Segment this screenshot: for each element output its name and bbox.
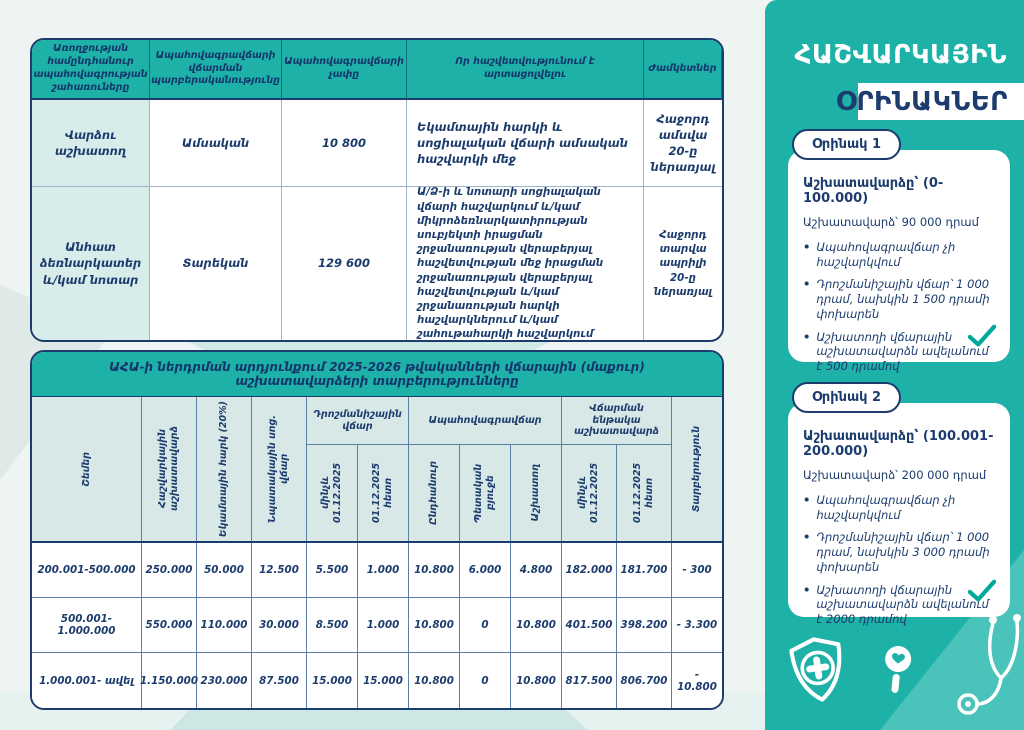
t2-cell: 817.500	[562, 653, 617, 708]
example1-card	[788, 150, 1010, 374]
bullet-text: Դրոշմանիշային վճար՝ 1 000 դրամ, նախկին 1 500 դրամի փոխարեն	[816, 277, 990, 321]
t2-cell: 550.000	[142, 598, 197, 653]
t2-header-cell: Տարբերություն	[691, 425, 703, 513]
t2-cell: - 10.800	[677, 668, 717, 693]
t1-header-cell: Առողջության համընդհանուր ապահովագրության շահառուները	[32, 40, 150, 100]
list-item	[803, 583, 995, 627]
t1-cell: Տարեկան	[150, 187, 282, 340]
t2-cell: 12.500	[252, 543, 307, 598]
t1-cell: Ա/Ձ-ի և նոտարի սոցիալական վճարի հաշվարկում և/կամ միկրոձեռնարկատիրության սուբյեկտի իրացման շրջանառության վերաբերյալ հաշվետվության մեջ իրացման շրջանառության վերաբերյալ հաշվետվության և/կամ շրջանառության հարկի հաշվարկներում և/կամ շահութահարկի հաշվարկում	[407, 187, 644, 340]
t2-header-cell: Հաշվարկային աշխատավարձ	[142, 397, 197, 541]
list-item	[803, 240, 995, 269]
t2-cell: 30.000	[252, 598, 307, 653]
shield-cross-icon	[783, 632, 854, 708]
t2-header-cell: Նպատակային սոց. վճար	[252, 397, 307, 541]
t2-cell: 15.000	[358, 653, 409, 708]
t2-cell: 1.000	[358, 598, 409, 653]
magnifier-heart-icon	[874, 642, 919, 698]
bullet-text: Դրոշմանիշային վճար՝ 1 000 դրամ, նախկին 3 000 դրամի փոխարեն	[816, 530, 990, 574]
t2-cell: 15.000	[307, 653, 358, 708]
t2-cell: 181.700	[617, 543, 672, 598]
t2-cell: 1.150.000	[142, 653, 197, 708]
t2-cell: 5.500	[307, 543, 358, 598]
t1-cell: Եկամտային հարկի և սոցիալական վճարի ամսական հաշվարկի մեջ	[407, 100, 644, 187]
bullet-text: Աշխատողի վճարային աշխատավարձն ավելանում է 2000 դրամով	[816, 582, 989, 627]
t2-cell: 500.001-1.000.000	[32, 598, 142, 653]
list-item	[803, 277, 995, 321]
t2-header-cell: Շեմեր	[32, 397, 142, 541]
example2-card	[788, 403, 1010, 627]
t2-cell: 1.000.001- ավել	[32, 653, 142, 708]
t1-header-cell: Ժամկետներ	[644, 40, 722, 100]
t2-cell: 6.000	[460, 543, 511, 598]
t1-cell: Վարձու աշխատող	[32, 100, 150, 187]
t2-cell: 10.800	[409, 543, 460, 598]
stethoscope-icon	[953, 612, 1024, 724]
bullet-text: Ապահովագրավճար չի հաշվարկվում	[816, 493, 956, 522]
sidebar	[765, 0, 1024, 730]
t2-group-header: Դրոշմանիշային վճար	[307, 397, 409, 445]
example1-heading: Աշխատավարձը՝ (0-100.000)	[803, 176, 944, 206]
example2-badge: Օրինակ 2	[792, 382, 901, 413]
salary-differences-table	[30, 350, 724, 710]
page-title-line1: ՀԱՇՎԱՐԿԱՅԻՆ	[794, 40, 1007, 70]
t2-group-header: Ապահովագրավճար	[409, 397, 562, 445]
t2-subheader-cell: Աշխատող	[511, 445, 562, 541]
t2-cell: 10.800	[409, 598, 460, 653]
check-icon	[968, 579, 996, 603]
t2-subheader-cell: Ընդհանուր	[409, 445, 460, 541]
page-title-strip	[835, 83, 1024, 120]
t2-cell: 10.800	[409, 653, 460, 708]
t2-cell: 0	[460, 598, 511, 653]
example1-badge: Օրինակ 1	[792, 129, 901, 160]
t2-cell: - 3.300	[672, 598, 722, 653]
example2-heading: Աշխատավարձը՝ (100.001-200.000)	[803, 429, 994, 459]
t2-cell: 1.000	[358, 543, 409, 598]
example1-salary: Աշխատավարձ՝ 90 000 դրամ	[803, 215, 979, 229]
t2-cell: 8.500	[307, 598, 358, 653]
t1-cell: Անհատ ձեռնարկատեր և/կամ նոտար	[32, 187, 150, 340]
t2-cell: 4.800	[511, 543, 562, 598]
bullet-dot: •	[803, 493, 811, 507]
t1-cell: Հաջորդ ամսվա 20-ը ներառյալ	[644, 100, 722, 187]
bullet-dot: •	[803, 582, 811, 597]
t2-cell: 87.500	[252, 653, 307, 708]
table2-body	[32, 543, 722, 708]
bullet-dot: •	[803, 530, 811, 545]
t1-cell: Ամսական	[150, 100, 282, 187]
t2-cell: 200.001-500.000	[32, 543, 142, 598]
t2-subheader-cell: 01.12.2025 հետո	[617, 445, 672, 541]
list-item	[803, 493, 995, 522]
t2-subheader-cell: մինչև 01.12.2025	[307, 445, 358, 541]
t2-subheader-cell: մինչև 01.12.2025	[562, 445, 617, 541]
example2-salary: Աշխատավարձ՝ 200 000 դրամ	[803, 468, 987, 482]
list-item	[803, 530, 995, 574]
t1-cell: Հաջորդ տարվա ապրիլի 20-ը ներառյալ	[653, 228, 713, 298]
bullet-dot: •	[803, 329, 811, 344]
page-title-line2: ՕՐԻՆԱԿՆԵՐ	[835, 86, 1008, 117]
t2-cell: 182.000	[562, 543, 617, 598]
t2-cell: 0	[460, 653, 511, 708]
t2-cell: 50.000	[197, 543, 252, 598]
bullet-dot: •	[803, 277, 811, 292]
t2-cell: 110.000	[197, 598, 252, 653]
insurance-summary-table	[30, 38, 724, 342]
bullet-dot: •	[803, 240, 811, 254]
t2-cell: 230.000	[197, 653, 252, 708]
t1-header-cell: Ապահովագրավճարի չափը	[282, 40, 407, 100]
t2-cell: 10.800	[511, 598, 562, 653]
t2-cell: - 300	[672, 543, 722, 598]
check-icon	[968, 324, 996, 348]
t2-cell: 398.200	[617, 598, 672, 653]
t2-cell: 250.000	[142, 543, 197, 598]
t1-header-cell: Որ հաշվետվությունում է արտացոլվելու	[407, 40, 644, 100]
t2-cell: 10.800	[511, 653, 562, 708]
t1-header-cell: Ապահովագրավճարի վճարման պարբերականությունը	[150, 40, 282, 100]
bullet-text: Աշխատողի վճարային աշխատավարձն ավելանում է 500 դրամով	[816, 329, 989, 374]
t1-cell: 129 600	[282, 187, 407, 340]
t1-cell: 10 800	[282, 100, 407, 187]
t2-header-cell: Եկամտային հարկ (20%)	[197, 397, 252, 541]
table2-title: ԱՀԱ-ի ներդրման արդյունքում 2025-2026 թվականների վճարային (մաքուր) աշխատավարձերի տարբերությունները	[32, 352, 722, 397]
t2-subheader-cell: Պետական բյուջե	[460, 445, 511, 541]
t2-cell: 401.500	[562, 598, 617, 653]
t2-cell: 806.700	[617, 653, 672, 708]
t2-group-header: Վճարման ենթակա աշխատավարձ	[562, 397, 672, 445]
table2-header	[32, 397, 722, 543]
bullet-text: Ապահովագրավճար չի հաշվարկվում	[816, 240, 956, 269]
list-item	[803, 330, 995, 374]
t2-subheader-cell: 01.12.2025 հետո	[358, 445, 409, 541]
